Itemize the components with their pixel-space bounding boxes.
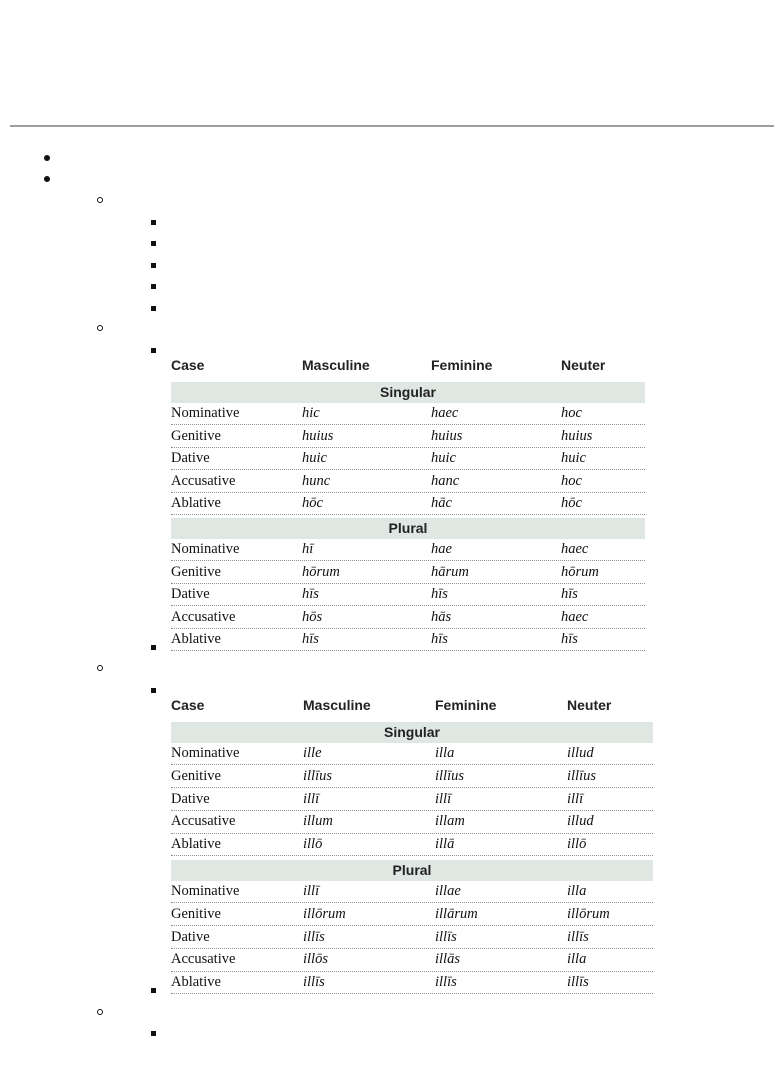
case-cell: Nominative [171, 883, 240, 899]
form-cell: illōrum [303, 905, 346, 922]
form-cell: huius [431, 427, 463, 444]
column-header: Feminine [431, 357, 493, 373]
hic-declension-table [171, 357, 645, 655]
form-cell: illae [435, 883, 461, 899]
case-cell: Dative [171, 928, 210, 945]
list-bullet-square [151, 988, 156, 993]
case-cell: Ablative [171, 495, 221, 511]
form-cell: hōs [302, 608, 323, 625]
form-cell: illās [435, 951, 460, 968]
form-cell: ille [303, 745, 322, 761]
form-cell: illa [567, 883, 587, 899]
ille-declension-table [171, 697, 653, 997]
form-cell: illārum [435, 905, 478, 922]
form-cell: huic [302, 450, 327, 466]
case-cell: Nominative [171, 745, 240, 761]
form-cell: illī [567, 790, 584, 807]
table-row [171, 743, 653, 765]
table-row [171, 403, 645, 425]
form-cell: illā [435, 836, 455, 853]
table-row [171, 629, 645, 651]
list-bullet-square [151, 688, 156, 693]
case-cell: Accusative [171, 951, 236, 968]
horizontal-rule [10, 125, 774, 127]
case-cell: Genitive [171, 563, 221, 580]
form-cell: illud [567, 745, 594, 761]
list-bullet-square [151, 241, 156, 246]
case-cell: Ablative [171, 631, 221, 647]
form-cell: hōc [561, 495, 582, 511]
form-cell: hōrum [561, 563, 599, 580]
form-cell: illīs [303, 974, 325, 991]
case-cell: Accusative [171, 472, 236, 489]
table-row [171, 607, 645, 629]
column-header: Neuter [561, 357, 606, 373]
list-bullet-circle [97, 1009, 103, 1015]
form-cell: huic [431, 450, 456, 466]
case-cell: Ablative [171, 836, 221, 853]
column-header: Neuter [567, 697, 612, 713]
table-row [171, 834, 653, 856]
form-cell: illud [567, 813, 594, 830]
form-cell: illī [435, 790, 452, 807]
case-cell: Dative [171, 790, 210, 807]
form-cell: illīus [435, 767, 465, 784]
case-cell: Dative [171, 586, 210, 602]
table-row [171, 881, 653, 903]
section-header: Singular [171, 382, 645, 403]
table-row [171, 584, 645, 606]
form-cell: illa [435, 745, 455, 761]
list-bullet-square [151, 220, 156, 225]
case-cell: Accusative [171, 608, 236, 625]
table-row [171, 471, 645, 493]
list-bullet-square [151, 263, 156, 268]
form-cell: hīs [302, 586, 319, 602]
column-header: Masculine [302, 357, 370, 373]
table-row [171, 426, 645, 448]
case-cell: Accusative [171, 813, 236, 830]
column-header: Case [171, 697, 205, 713]
list-bullet-disc [44, 155, 50, 161]
case-cell: Ablative [171, 974, 221, 991]
table-row [171, 927, 653, 949]
table-row [171, 562, 645, 584]
case-cell: Genitive [171, 767, 221, 784]
form-cell: illīus [567, 767, 597, 784]
list-bullet-square [151, 306, 156, 311]
form-cell: illīs [303, 928, 325, 945]
form-cell: illīs [435, 974, 457, 991]
list-bullet-square [151, 645, 156, 650]
form-cell: hoc [561, 405, 582, 421]
list-bullet-square [151, 1031, 156, 1036]
form-cell: illō [303, 836, 323, 853]
form-cell: hī [302, 541, 314, 557]
form-cell: huic [561, 450, 586, 466]
table-row [171, 493, 645, 515]
table-row [171, 949, 653, 971]
form-cell: hae [431, 541, 452, 557]
form-cell: illīs [435, 928, 457, 945]
form-cell: haec [431, 405, 459, 421]
section-header: Singular [171, 722, 653, 743]
column-header: Masculine [303, 697, 371, 713]
form-cell: hīs [431, 586, 448, 602]
section-header: Plural [171, 518, 645, 539]
form-cell: illōrum [567, 905, 610, 922]
table-row [171, 789, 653, 811]
list-bullet-circle [97, 665, 103, 671]
form-cell: hic [302, 405, 320, 421]
form-cell: illum [303, 813, 333, 830]
form-cell: haec [561, 541, 589, 557]
list-bullet-disc [44, 176, 50, 182]
list-bullet-circle [97, 197, 103, 203]
form-cell: illam [435, 813, 465, 830]
table-row [171, 972, 653, 994]
form-cell: illīs [567, 974, 589, 991]
form-cell: hīs [302, 631, 319, 647]
form-cell: huius [302, 427, 334, 444]
form-cell: illō [567, 836, 587, 853]
case-cell: Dative [171, 450, 210, 466]
form-cell: illōs [303, 951, 328, 968]
case-cell: Genitive [171, 427, 221, 444]
table-row [171, 811, 653, 833]
form-cell: illa [567, 951, 587, 968]
column-header: Case [171, 357, 205, 373]
column-header: Feminine [435, 697, 497, 713]
list-bullet-square [151, 284, 156, 289]
form-cell: hoc [561, 472, 582, 489]
form-cell: hīs [431, 631, 448, 647]
table-row [171, 539, 645, 561]
list-bullet-circle [97, 325, 103, 331]
form-cell: illī [303, 883, 320, 899]
table-row [171, 904, 653, 926]
form-cell: hōc [302, 495, 323, 511]
form-cell: illī [303, 790, 320, 807]
list-bullet-square [151, 348, 156, 353]
case-cell: Nominative [171, 405, 240, 421]
form-cell: hunc [302, 472, 331, 489]
form-cell: hīs [561, 631, 578, 647]
form-cell: hārum [431, 563, 469, 580]
form-cell: illīus [303, 767, 333, 784]
form-cell: hanc [431, 472, 460, 489]
case-cell: Nominative [171, 541, 240, 557]
form-cell: hōrum [302, 563, 340, 580]
form-cell: haec [561, 608, 589, 625]
table-row [171, 448, 645, 470]
form-cell: hāc [431, 495, 452, 511]
table-row [171, 766, 653, 788]
case-cell: Genitive [171, 905, 221, 922]
form-cell: huius [561, 427, 593, 444]
form-cell: hīs [561, 586, 578, 602]
form-cell: illīs [567, 928, 589, 945]
form-cell: hās [431, 608, 452, 625]
section-header: Plural [171, 860, 653, 881]
